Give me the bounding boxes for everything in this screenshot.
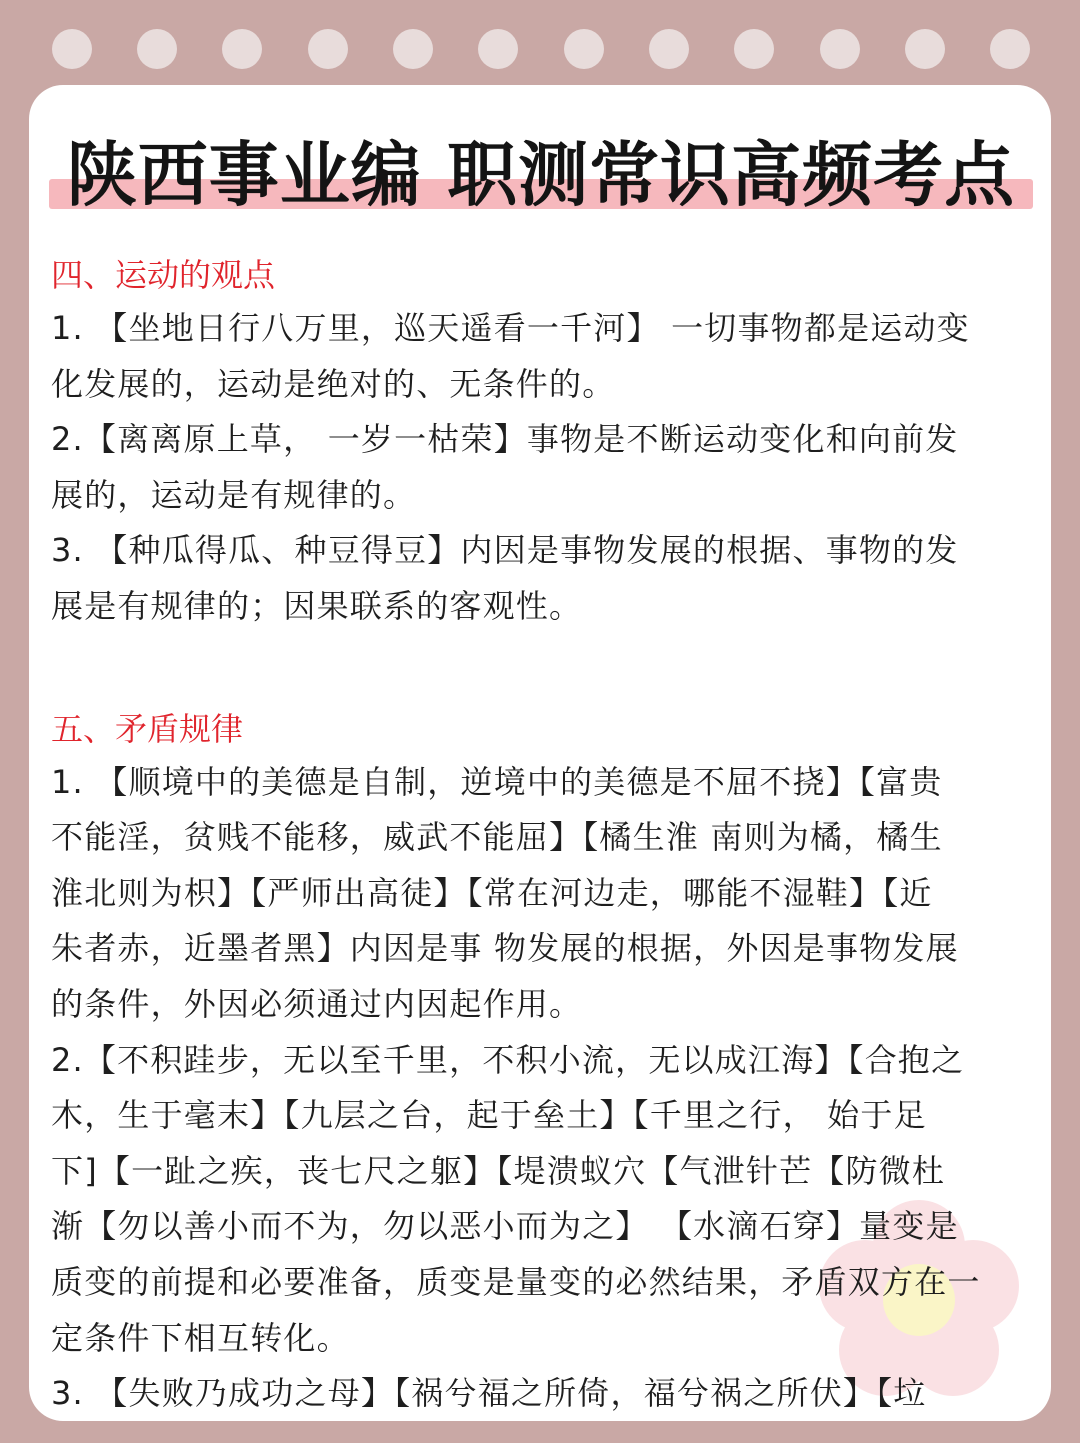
dot xyxy=(478,29,518,69)
text-line: 展是有规律的；因果联系的客观性。 xyxy=(51,586,583,625)
dot xyxy=(649,29,689,69)
dot xyxy=(393,29,433,69)
content-card xyxy=(29,85,1051,1421)
text-line: 的条件，外因必须通过内因起作用。 xyxy=(51,984,583,1023)
text-line: 2.【不积跬步，无以至千里，不积小流，无以成江海】【合抱之 xyxy=(51,1040,965,1079)
dot xyxy=(820,29,860,69)
dot xyxy=(564,29,604,69)
dot xyxy=(137,29,177,69)
section-heading: 四、运动的观点 xyxy=(51,256,276,294)
text-line: 质变的前提和必要准备，质变是量变的必然结果，矛盾双方在一 xyxy=(51,1262,981,1301)
title-block xyxy=(49,125,1033,225)
text-line: 1. 【顺境中的美德是自制，逆境中的美德是不屈不挠】【富贵 xyxy=(51,762,943,801)
dot xyxy=(734,29,774,69)
dot xyxy=(308,29,348,69)
text-line: 3. 【种瓜得瓜、种豆得豆】内因是事物发展的根据、事物的发 xyxy=(51,531,959,570)
text-line: 3. 【失败乃成功之母】【祸兮福之所倚，福兮祸之所伏】【垃 xyxy=(51,1374,927,1413)
text-line: 木，生于毫末】【九层之台，起于垒土】【千里之行， 始于足 xyxy=(51,1096,927,1135)
page-title: 陕西事业编 职测常识高频考点 xyxy=(66,134,1016,216)
article-body xyxy=(51,249,1031,1421)
text-line: 化发展的，运动是绝对的、无条件的。 xyxy=(51,364,616,403)
text-line: 展的，运动是有规律的。 xyxy=(51,475,417,514)
text-line: 不能淫，贫贱不能移，威武不能屈】【橘生淮 南则为橘，橘生 xyxy=(51,818,943,857)
section-contradiction xyxy=(51,703,1031,1421)
text-line: 2.【离离原上草， 一岁一枯荣】事物是不断运动变化和向前发 xyxy=(51,420,959,459)
text-line: 渐【勿以善小而不为，勿以恶小而为之】 【水滴石穿】量变是 xyxy=(51,1207,959,1246)
text-line: 淮北则为枳】【严师出高徒】【常在河边走，哪能不湿鞋】【近 xyxy=(51,873,933,912)
text-line: 朱者赤，近墨者黑】内因是事 物发展的根据，外因是事物发展 xyxy=(51,929,959,968)
text-line: 1. 【坐地日行八万里，巡天遥看一千河】 一切事物都是运动变 xyxy=(51,309,970,347)
dot xyxy=(990,29,1030,69)
section-gap xyxy=(51,635,1031,703)
text-line: 下]【一趾之疾，丧七尺之躯】【堤溃蚁穴【气泄针芒【防微杜 xyxy=(51,1151,946,1190)
section-motion xyxy=(51,249,1031,635)
dot xyxy=(905,29,945,69)
dot xyxy=(222,29,262,69)
text-line: 定条件下相互转化。 xyxy=(51,1318,350,1357)
dot xyxy=(52,29,92,69)
decorative-dots xyxy=(52,29,1032,69)
section-heading: 五、矛盾规律 xyxy=(51,709,244,748)
